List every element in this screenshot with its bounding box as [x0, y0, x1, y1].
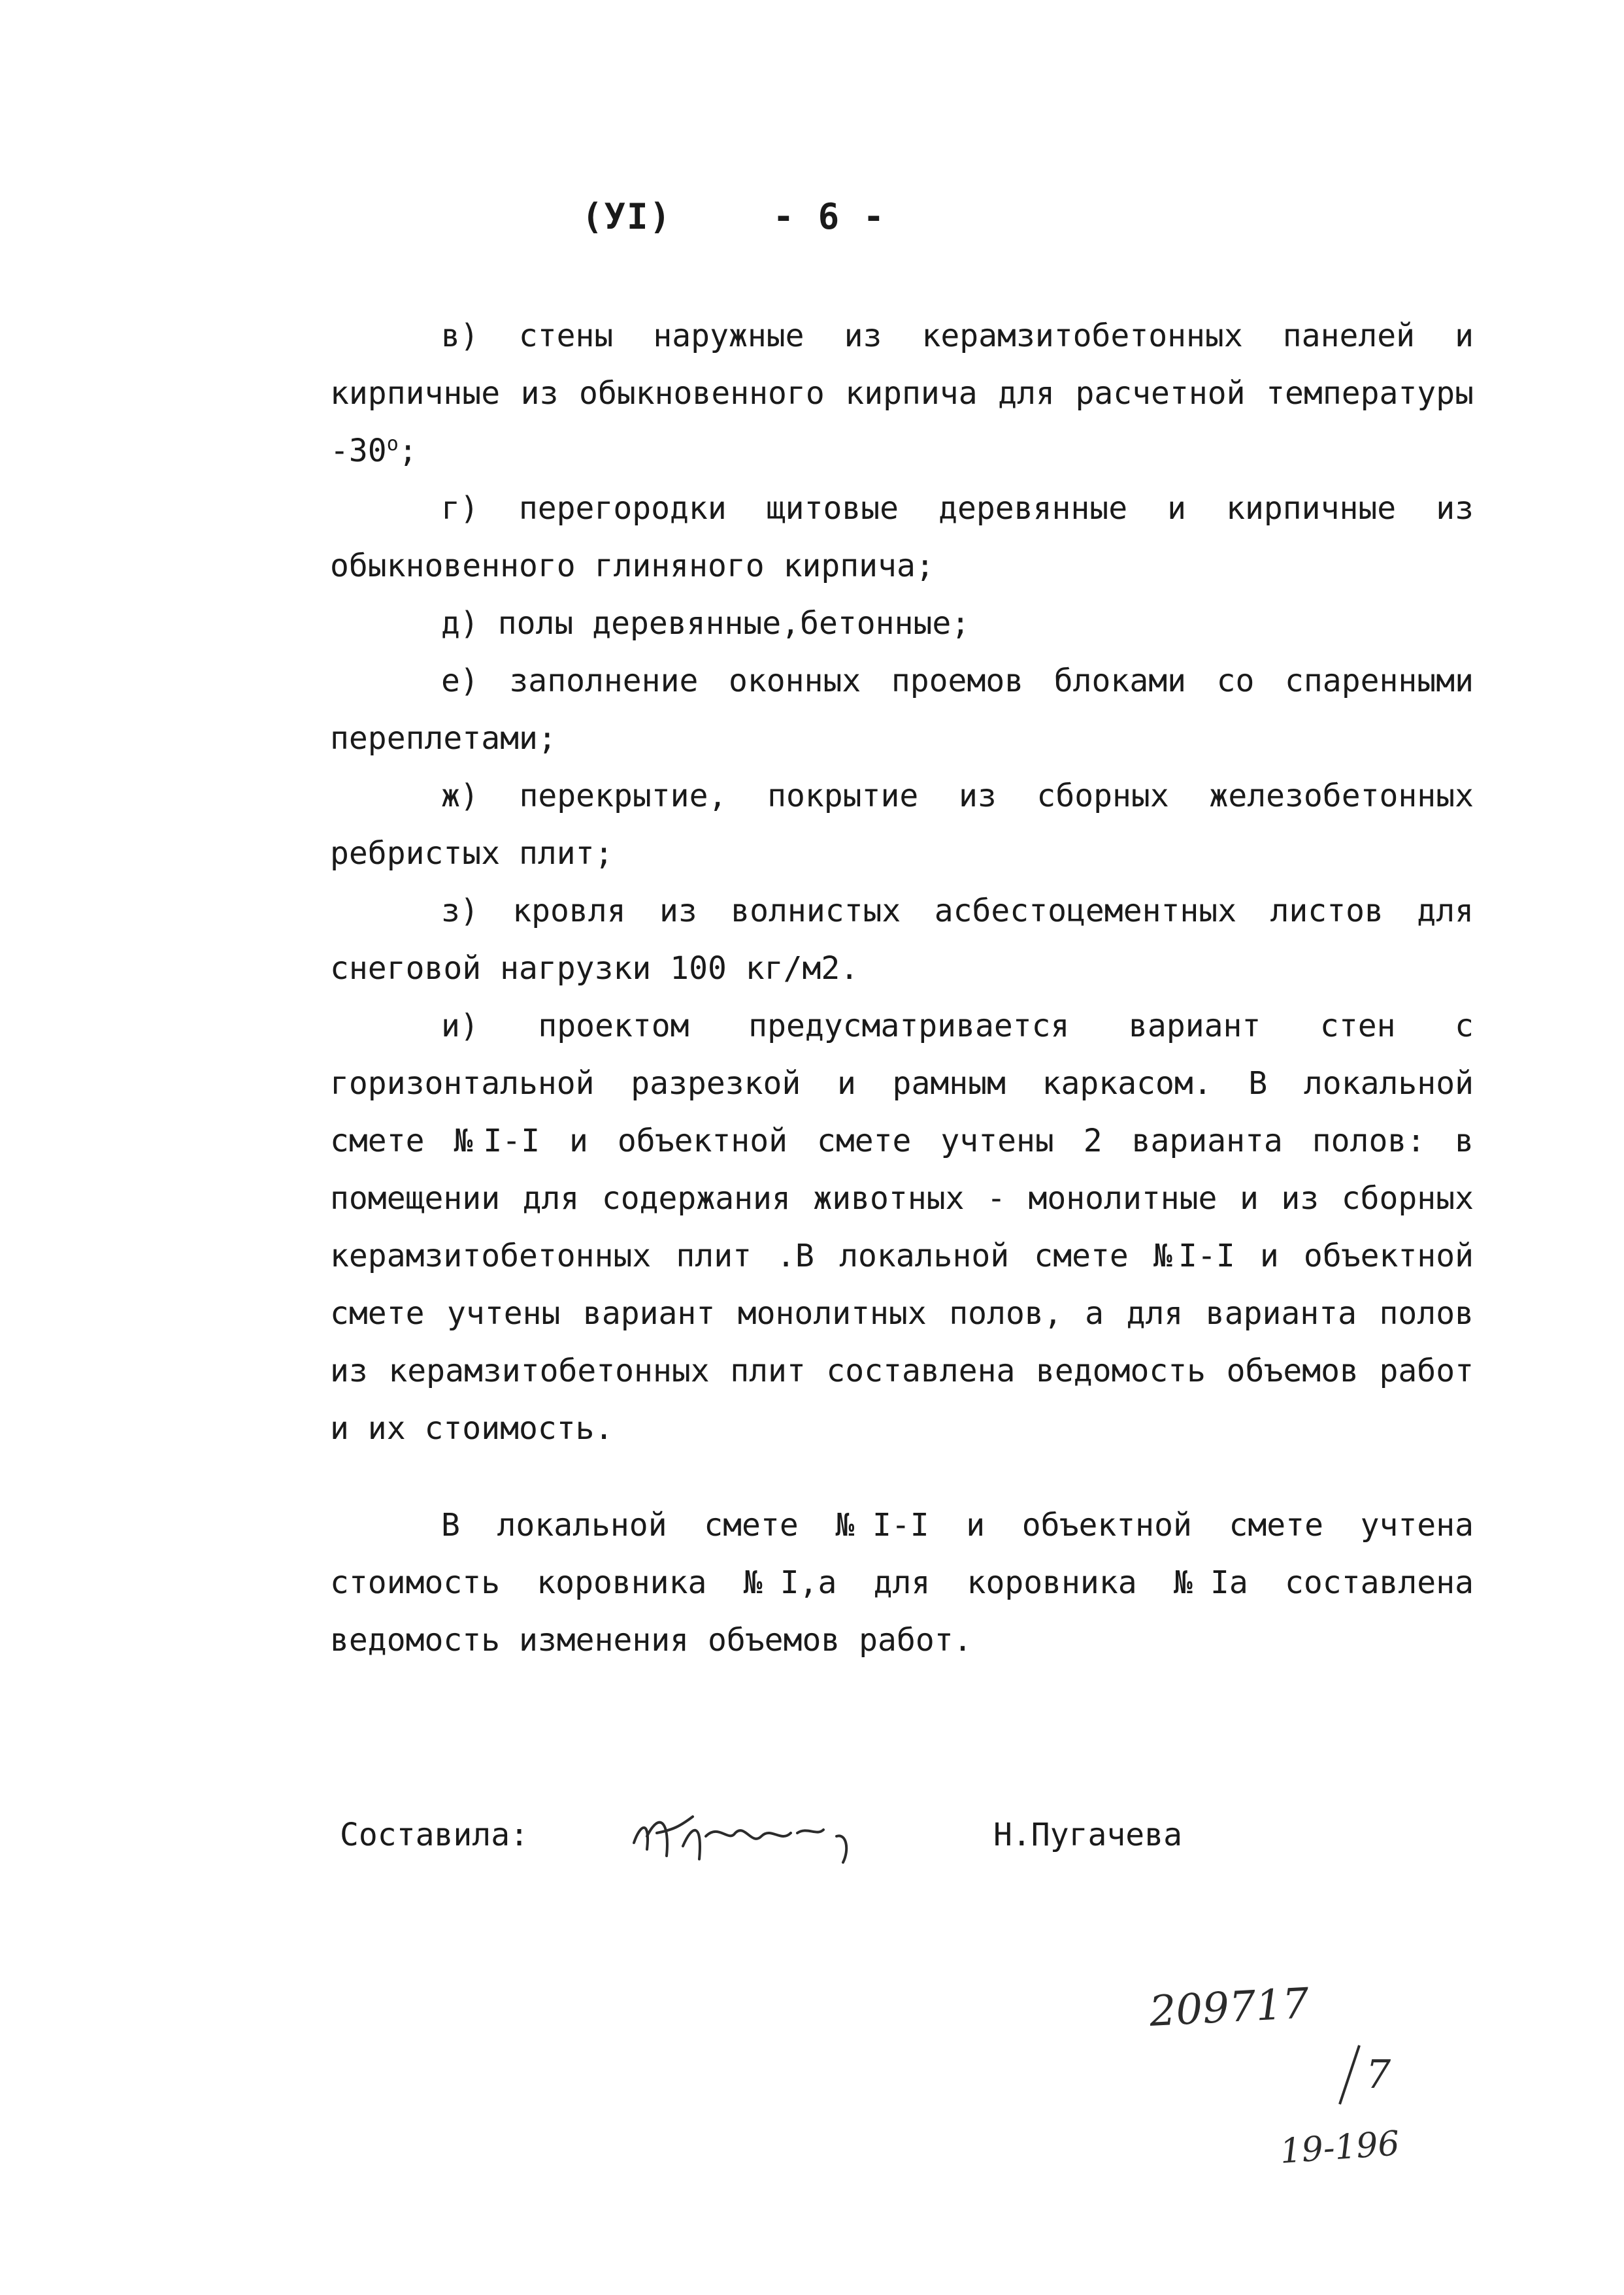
- signature-block: [340, 1797, 1451, 1875]
- degree-sign: о: [386, 433, 399, 455]
- paragraph-d: д) полы деревянные,бетонные;: [441, 605, 970, 642]
- document-body: [330, 307, 1474, 1669]
- archive-note: [1150, 1973, 1464, 2183]
- signature-label: Составила:: [340, 1817, 529, 1853]
- paragraph-z: з) кровля из волнистых асбестоцементных листов для снеговой нагрузки 100 кг/м2.: [330, 893, 1474, 987]
- paragraph-final: В локальной смете №I-I и объектной смете учтена стоимость коровника №I,а для коровника №Iа составлена ведомость изменения объемов работ.: [330, 1507, 1474, 1659]
- section-number: (УI): [582, 196, 672, 237]
- paragraph-zh: ж) перекрытие, покрытие из сборных железобетонных ребристых плит;: [330, 778, 1474, 872]
- fraction-slash: [1340, 2045, 1359, 2104]
- signature-icon: [621, 1797, 895, 1875]
- archive-number: 209717: [1150, 1979, 1310, 2036]
- paragraph-g: г) перегородки щитовые деревянные и кирпичные из обыкновенного глиняного кирпича;: [330, 490, 1474, 584]
- page-header: [582, 196, 886, 237]
- paragraph-e: е) заполнение оконных проемов блоками со спаренными переплетами;: [330, 663, 1474, 757]
- paragraph-i: и) проектом предусматривается вариант стен с горизонтальной разрезкой и рамным каркасом. В локальной смете №I-I и объектной смете учтены 2 варианта полов: в помещении для содержания животных - монолитные и из сборных керамзитобетонных плит .В локальной смете №I-I и объектной смете учтены вариант монолитных полов, а для варианта полов из керамзитобетонных плит составлена ведомость объемов работ и их стоимость.: [330, 1008, 1474, 1447]
- archive-fraction: 7: [1366, 2052, 1391, 2098]
- signer-name: Н.Пугачева: [993, 1817, 1182, 1853]
- handwritten-signature: [621, 1797, 895, 1875]
- archive-code: 19-196: [1278, 2124, 1401, 2171]
- paragraph-v: в) стены наружные из керамзитобетонных панелей и кирпичные из обыкновенного кирпича для расчетной температуры $-30^о$;: [330, 318, 1474, 469]
- page-number: - 6 -: [772, 196, 886, 237]
